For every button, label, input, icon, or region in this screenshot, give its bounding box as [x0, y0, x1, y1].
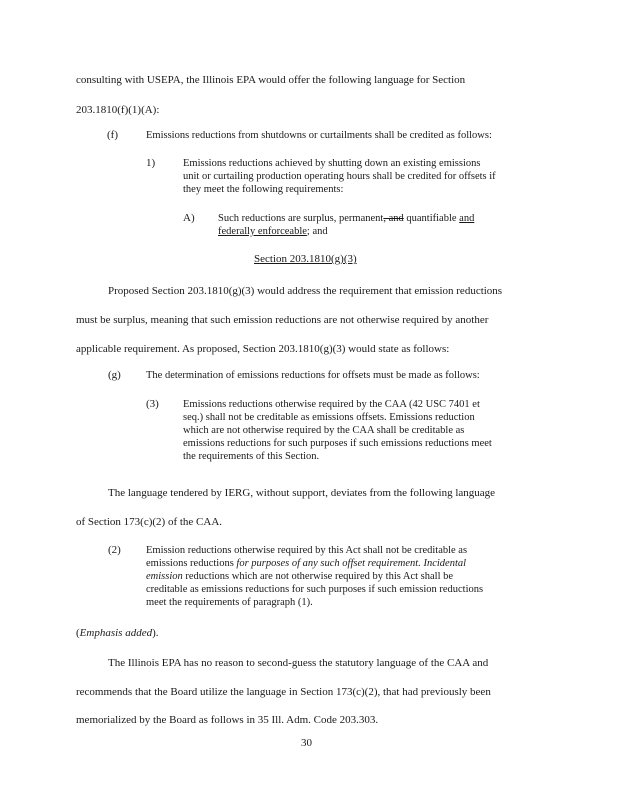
item-2-line-5: meet the requirements of paragraph (1). — [146, 597, 313, 608]
para4-line-3: memorialized by the Board as follows in 35 Ill. Adm. Code 203.303. — [76, 714, 379, 726]
item-2-plain: emissions reductions — [146, 558, 237, 569]
intro-line-1: consulting with USEPA, the Illinois EPA would offer the following language for Section — [76, 74, 466, 86]
item-2-line-3 — [146, 570, 453, 583]
subsection-g-text: The determination of emissions reductions for offsets must be made as follows: — [146, 370, 480, 381]
para2-line-2: must be surplus, meaning that such emission reductions are not otherwise required by another — [76, 314, 489, 326]
item-3-line-4: emissions reductions for such purposes if such emissions reductions meet — [183, 438, 492, 449]
item-2-marker: (2) — [108, 544, 121, 556]
item-3-marker: (3) — [146, 398, 159, 410]
item-a-line-2 — [218, 225, 328, 238]
inserted-text-2: federally enforceable — [218, 226, 307, 237]
item-a-text: Such reductions are surplus, permanent — [218, 213, 384, 224]
item-3-line-2: seq.) shall not be creditable as emissions offsets. Emissions reduction — [183, 412, 475, 423]
item-2-line-2 — [146, 557, 466, 570]
para2-line-3: applicable requirement. As proposed, Section 203.1810(g)(3) would state as follows: — [76, 343, 450, 355]
item-3-line-3: which are not otherwise required by the CAA shall be creditable as — [183, 425, 465, 436]
item-3-line-5: the requirements of this Section. — [183, 451, 320, 462]
item-3-line-1: Emissions reductions otherwise required by the CAA (42 USC 7401 et — [183, 399, 480, 410]
subsection-f-text: Emissions reductions from shutdowns or curtailments shall be credited as follows: — [146, 130, 492, 141]
subsection-f-marker: (f) — [107, 129, 118, 141]
item-2-line-1: Emission reductions otherwise required by this Act shall not be creditable as — [146, 545, 468, 556]
intro-line-2: 203.1810(f)(1)(A): — [76, 104, 160, 116]
para2-line-1: Proposed Section 203.1810(g)(3) would address the requirement that emission reductions — [108, 285, 503, 297]
inserted-text: and — [459, 213, 475, 224]
item-1-line-1: Emissions reductions achieved by shutting down an existing emissions — [183, 158, 481, 169]
para4-line-1: The Illinois EPA has no reason to second-guess the statutory language of the CAA and — [108, 657, 489, 669]
item-a-line-1 — [218, 212, 474, 225]
deleted-text: , and — [383, 213, 404, 224]
emphasis-open: ( — [76, 627, 80, 639]
item-a-text-3: ; and — [306, 226, 328, 237]
item-2-italic-2: emission — [146, 571, 183, 582]
para3-line-1: The language tendered by IERG, without support, deviates from the following language — [108, 487, 496, 499]
item-2-line-4: creditable as emissions reductions for such purposes if such emission reductions — [146, 584, 484, 595]
item-2-plain-2: reductions which are not otherwise required by this Act shall be — [182, 571, 454, 582]
page-number: 30 — [301, 737, 312, 749]
section-heading: Section 203.1810(g)(3) — [254, 253, 357, 265]
subsection-g-marker: (g) — [108, 369, 121, 381]
item-1-line-2: unit or curtailing production operating hours shall be credited for offsets if — [183, 171, 496, 182]
para4-line-2: recommends that the Board utilize the language in Section 173(c)(2), that had previously been — [76, 686, 491, 698]
para3-line-2: of Section 173(c)(2) of the CAA. — [76, 516, 223, 528]
item-a-marker: A) — [183, 212, 195, 224]
item-1-marker: 1) — [146, 157, 156, 169]
emphasis-close: ). — [152, 627, 159, 639]
item-a-text-2: quantifiable — [403, 213, 460, 224]
item-1-line-3: they meet the following requirements: — [183, 184, 344, 195]
emphasis-text: Emphasis added — [79, 627, 153, 639]
item-2-italic: for purposes of any such offset requirement. Incidental — [236, 558, 467, 569]
emphasis-note — [76, 627, 159, 640]
